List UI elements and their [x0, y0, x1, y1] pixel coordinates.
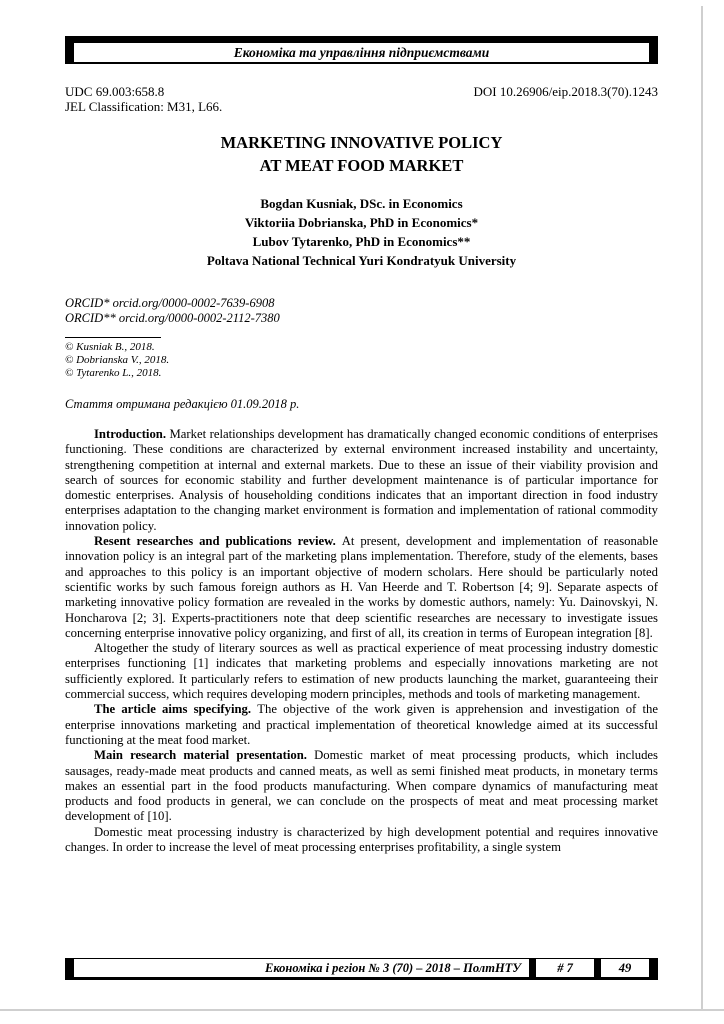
footer-page-number: 49	[618, 961, 632, 975]
udc-line: UDC 69.003:658.8	[65, 84, 165, 99]
meta-left	[65, 84, 222, 114]
author-line: Viktoriia Dobrianska, PhD in Economics*	[244, 215, 479, 230]
affiliation: Poltava National Technical Yuri Kondratyuk University	[206, 253, 517, 268]
paragraph-text: The objective of the work given is apprehension and investigation of the enterprise innovations marketing and practical implementation of theoretical knowledge aimed at its successful functioning at the meat food market.	[65, 702, 658, 747]
header-banner	[65, 36, 658, 64]
meta-row	[65, 84, 658, 114]
footer-right-block	[649, 959, 658, 977]
paragraph-text: Domestic market of meat processing products, which includes sausages, ready-made meat products and canned meats, as well as semi finished meat products, in monetary terms makes an essential part in the food products manufacturing. When compare dynamics of manufacturing meat products and food products in general, we can conclude on the prospects of meat and meat processing market development of [10].	[65, 748, 658, 824]
scan-edge-right	[701, 6, 703, 1011]
doi-line: DOI 10.26906/eip.2018.3(70).1243	[473, 84, 658, 99]
section-title: Економіка та управління підприємствами	[233, 45, 490, 60]
footer-issue: # 7	[557, 961, 573, 975]
copyright-line: © Kusniak B., 2018.	[65, 341, 155, 353]
article-body	[65, 427, 658, 855]
paragraph	[65, 825, 658, 856]
article-title	[65, 131, 658, 177]
scan-edge-bottom	[0, 1009, 724, 1011]
paragraph-text: At present, development and implementation of reasonable innovation policy is an integral part of the marketing plans implementation. Therefore, study of the elements, bases and approaches to this policy is an important objective of modern scholars. Here should be particularly noted scientific works by such famous foreign authors as H. Van Heerde and T. Robertson [4; 9]. Separate aspects of marketing innovative policy formation are revealed in the works by domestic authors, namely: Yu. Dainovskyi, N. Honcharova [2; 3]. Experts-practitioners note that deep scientific researches are necessary to investigate issues concerning enterprise innovative policy organizing, and first of all, its creation in terms of European integration [8].	[65, 534, 658, 640]
copyright-line: © Tytarenko L., 2018.	[65, 367, 162, 379]
orcid-line: ORCID* orcid.org/0000-0002-7639-6908	[65, 296, 275, 310]
footer-left-block	[65, 959, 74, 977]
separator-rule	[65, 337, 161, 338]
banner-left-block	[65, 43, 74, 62]
banner-right-block	[649, 43, 658, 62]
author-line: Lubov Tytarenko, PhD in Economics**	[252, 234, 471, 249]
copyright-line: © Dobrianska V., 2018.	[65, 354, 170, 366]
header-banner-row	[65, 43, 658, 64]
paragraph	[65, 641, 658, 702]
orcid-line: ORCID** orcid.org/0000-0002-2112-7380	[65, 311, 280, 325]
received-note: Стаття отримана редакцією 01.09.2018 р.	[65, 397, 300, 411]
jel-line: JEL Classification: M31, L66.	[65, 99, 223, 114]
author-line: Bogdan Kusniak, DSc. in Economics	[260, 196, 463, 211]
orcid-block	[65, 296, 658, 326]
paragraph-text: Altogether the study of literary sources as well as practical experience of meat processing industry domestic enterprises functioning [1] indicates that marketing problems and especially innovations marketing are not sufficiently explored. It particularly refers to estimation of new products launching the market, guaranteeing their commercial success, which requires developing modern principles, methods and tools of marketing management.	[65, 641, 658, 702]
copyright-block	[65, 341, 658, 380]
footer-divider	[594, 959, 601, 977]
paragraph-lead: Resent researches and publications review.	[94, 534, 342, 549]
footer-bar	[65, 958, 658, 980]
paragraph	[65, 534, 658, 641]
meta-right	[473, 84, 658, 114]
paragraph	[65, 748, 658, 824]
paragraph-lead: Main research material presentation.	[94, 748, 315, 763]
footer-divider	[529, 959, 536, 977]
paragraph-lead: The article aims specifying.	[94, 702, 258, 717]
article-title-line1: MARKETING INNOVATIVE POLICY	[220, 133, 503, 152]
authors-block	[65, 194, 658, 270]
paragraph-text: Domestic meat processing industry is characterized by high development potential and requires innovative changes. In order to increase the level of meat processing enterprises profitability, a single system	[65, 824, 658, 855]
paragraph	[65, 702, 658, 748]
article-title-line2: AT MEAT FOOD MARKET	[259, 156, 464, 175]
footer-row	[65, 958, 658, 980]
footer-journal: Економіка і регіон № 3 (70) – 2018 – ПолтНТУ	[264, 961, 521, 975]
paragraph-lead: Introduction.	[94, 427, 170, 441]
paragraph	[65, 427, 658, 534]
paragraph-text: Market relationships development has dramatically changed economic conditions of enterprises functioning. These conditions are characterized by external environment increased instability and uncertainty, strengthening competition at internal and external markets. Due to these an issue of their viability provision and search of sources for economic stability and further development maintenance is of particular importance for domestic enterprises. Analysis of householding conditions indicates that an important direction in food industry enterprises adaptation to the changing market environment is formation and implementation of rational commodity innovation policy.	[65, 427, 658, 533]
